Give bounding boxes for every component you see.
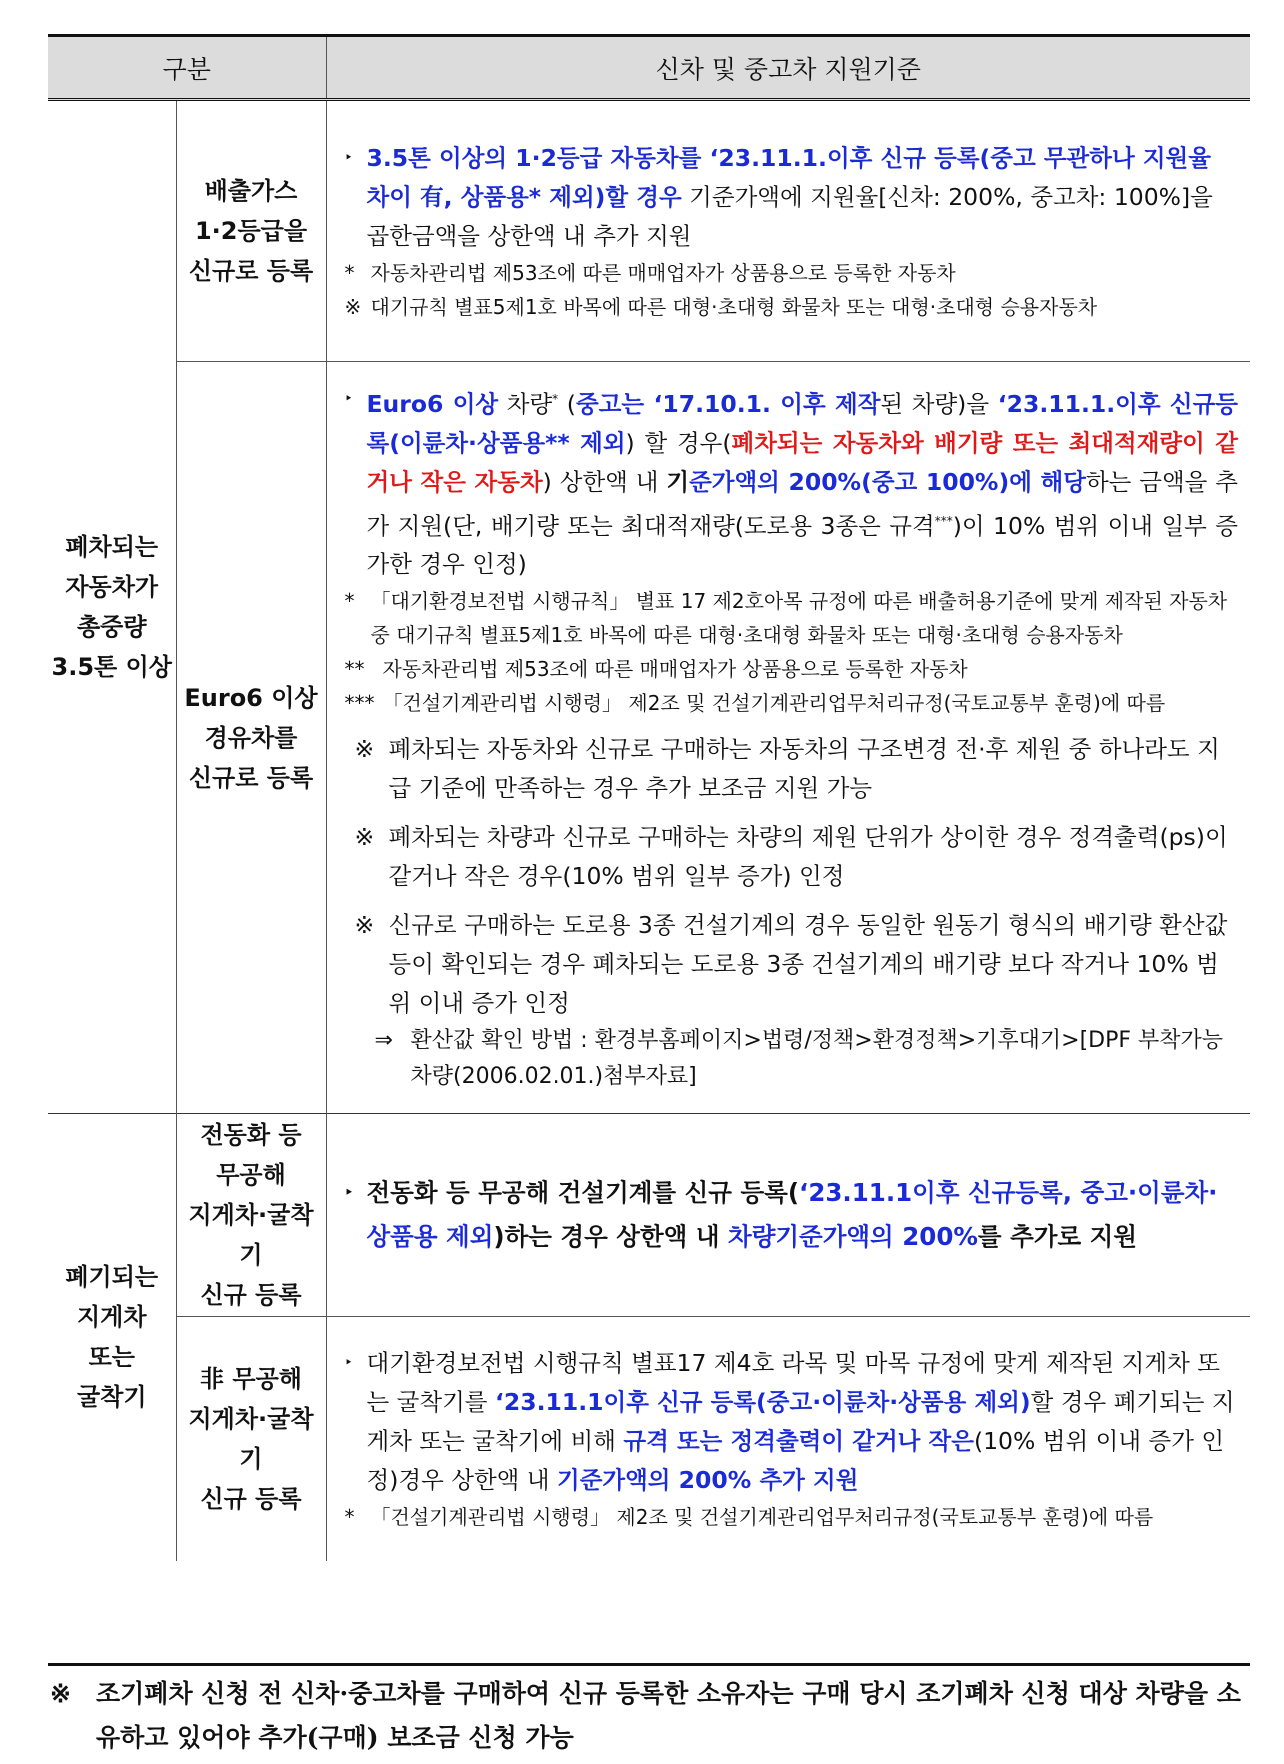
highlight-text: 차량기준가액의 200%	[728, 1222, 978, 1251]
group-scrap-over-3-5t	[48, 100, 176, 1114]
group2-line: 지게차	[76, 1303, 147, 1332]
table-bottom-rule	[48, 1663, 1250, 1666]
highlight-text: 3.5톤 이상의 1·2등급 자동차를 ‘23.11.1.이후 신규 등록(중고 무관하나 지원율 차이 有, 상품용* 제외)할 경우	[366, 143, 1211, 211]
bullet-marker: ‣	[344, 1185, 354, 1201]
group2-line: 폐기되는	[65, 1263, 159, 1292]
criteria-bullet	[345, 380, 1239, 585]
ref-text: 폐차되는 자동차와 신규로 구매하는 자동차의 구조변경 전·후 제원 중 하나라도 지급 기준에 만족하는 경우 추가 보조금 지원 가능	[388, 735, 1220, 803]
bold-text: 기	[666, 467, 690, 496]
footnote	[345, 290, 1239, 324]
body-text: 차량	[498, 389, 553, 418]
sub-line: 1·2등급을	[194, 217, 308, 245]
sub-line: 신규로 등록	[188, 257, 314, 285]
criteria-euro6	[326, 362, 1250, 1114]
note-marker: **	[344, 657, 365, 682]
highlight-text: 기준가액의 200% 추가 지원	[557, 1465, 859, 1494]
sub-line: Euro6 이상	[184, 683, 318, 712]
footnote	[345, 256, 1239, 290]
sub-line: 신규 등록	[200, 1484, 302, 1513]
ref-marker: ※	[354, 735, 375, 764]
note-text: 자동차관리법 제53조에 따른 매매업자가 상품용으로 등록한 자동차	[370, 260, 956, 285]
body-text: 전동화 등 무공해 건설기계를 신규 등록(	[366, 1178, 800, 1207]
ref-text: 폐차되는 차량과 신규로 구매하는 차량의 제원 단위가 상이한 경우 정격출력(ps)이 같거나 작은 경우(10% 범위 일부 증가) 인정	[388, 823, 1228, 891]
sub-euro6-diesel	[176, 362, 326, 1114]
sub-line: 지게차·굴착기	[188, 1201, 314, 1269]
note-marker: ※	[344, 294, 362, 319]
body-text: (10% 범위 이내 증가 인정)경우 상한액 내	[366, 1426, 1225, 1494]
reference-note	[345, 818, 1239, 896]
sub-line: 신규 등록	[200, 1281, 302, 1309]
note-text: 「건설기계관리법 시행령」 제2조 및 건설기계관리업무처리규정(국토교통부 훈령)에 따름	[382, 691, 1166, 716]
criteria-bullet	[345, 139, 1239, 256]
check-method-text: 환산값 확인 방법 : 환경부홈페이지>법령/정책>환경정책>기후대기>[DPF 부착가능차량(2006.02.01.)첨부자료]	[410, 1028, 1224, 1090]
note-text: 자동차관리법 제53조에 따른 매매업자가 상품용으로 등록한 자동차	[382, 657, 968, 682]
body-text: ) 할 경우(	[625, 428, 732, 457]
highlight-text: 준가액의 200%(중고 100%)에 해당	[689, 467, 1086, 496]
body-text: )이 10% 범위 이내 일부 증가한 경우 인정)	[366, 511, 1238, 579]
superscript: ***	[934, 513, 953, 528]
sub-line: 경유차를	[204, 723, 298, 752]
footer-marker: ※	[50, 1679, 71, 1708]
group2-line: 또는	[88, 1343, 135, 1372]
body-text: (	[558, 389, 576, 418]
body-text: 대기환경보전법 시행규칙 별표17 제4호 라목 및 마목 규정에 맞게 제작된 지게차 또는 굴착기를	[366, 1348, 1220, 1416]
body-text: 기준가액에 지원율[신차: 200%, 중고차: 100%]을 곱한금액을 상한액 내 추가 지원	[366, 182, 1213, 250]
footnote	[345, 584, 1239, 652]
note-text: 「건설기계관리법 시행령」 제2조 및 건설기계관리업무처리규정(국토교통부 훈령)에 따름	[370, 1504, 1154, 1529]
highlight-red-text: 폐차되는 자동차와 배기량 또는 최대적재량이 같거나 작은 자동차	[366, 428, 1238, 496]
bullet-marker: ‣	[344, 1354, 353, 1371]
criteria-emission-grade	[326, 100, 1250, 362]
criteria-non-zero-emission	[326, 1317, 1250, 1561]
body-text: ) 상한액 내	[542, 467, 667, 496]
ref-text: 신규로 구매하는 도로용 3종 건설기계의 경우 동일한 원동기 형식의 배기량 환산값 등이 확인되는 경우 폐차되는 도로용 3종 건설기계의 배기량 보다 작거나 10% 범위 이내 증가 인정	[388, 911, 1228, 1018]
note-text: 대기규칙 별표5제1호 바목에 따른 대형·초대형 화물차 또는 대형·초대형 승용자동차	[370, 294, 1098, 319]
check-method-note	[345, 1023, 1239, 1095]
sub-non-zero-emission	[176, 1317, 326, 1561]
ref-marker: ※	[354, 911, 375, 940]
reference-note	[345, 906, 1239, 1023]
bullet-marker: ‣	[344, 149, 353, 166]
highlight-text: ‘23.11.1.이후 신규등록(이륜차·상품용** 제외	[366, 389, 1239, 457]
header-criteria: 신차 및 중고차 지원기준	[326, 36, 1250, 100]
criteria-zero-emission	[326, 1114, 1250, 1317]
criteria-bullet	[345, 1171, 1239, 1259]
sub-zero-emission	[176, 1114, 326, 1317]
reference-note	[345, 730, 1239, 808]
criteria-bullet	[345, 1344, 1239, 1500]
sub-line: 非 무공해	[200, 1364, 302, 1393]
sub-line: 전동화 등	[200, 1121, 302, 1149]
body-text: 된 차량)을	[880, 389, 998, 418]
group2-line: 굴착기	[76, 1383, 147, 1412]
arrow-icon: ⇒	[374, 1028, 393, 1054]
group1-line: 자동차가	[65, 573, 159, 601]
support-criteria-table	[48, 34, 1250, 1561]
header-category: 구분	[48, 36, 326, 100]
highlight-text: Euro6 이상	[366, 389, 499, 418]
footnote	[345, 686, 1239, 720]
note-marker: ***	[344, 691, 375, 716]
superscript: *	[552, 391, 559, 406]
note-marker: *	[344, 589, 355, 614]
body-text: 하는 금액을 추가 지원(단, 배기량 또는 최대적재량(도로용 3종은 규격	[366, 467, 1238, 540]
sub-emission-grade-1-2	[176, 100, 326, 362]
group1-line: 총중량	[76, 613, 147, 641]
group1-line: 폐차되는	[65, 533, 159, 561]
footer-note	[50, 1672, 1250, 1760]
footnote	[345, 652, 1239, 686]
note-marker: *	[344, 1504, 355, 1529]
footnote	[345, 1500, 1239, 1534]
ref-marker: ※	[354, 823, 375, 852]
sub-line: 신규로 등록	[188, 763, 314, 792]
note-marker: *	[344, 260, 355, 285]
group-scrap-forklift-excavator	[48, 1114, 176, 1561]
body-text: 할 경우 폐기되는 지게차 또는 굴착기에 비해	[366, 1387, 1235, 1455]
highlight-text: ‘23.11.1이후 신규등록, 중고·이륜차·상품용 제외	[366, 1178, 1218, 1251]
body-text: 를 추가로 지원	[977, 1222, 1137, 1251]
group1-line: 3.5톤 이상	[51, 653, 172, 681]
highlight-text: 규격 또는 정격출력이 같거나 작은	[623, 1426, 974, 1455]
highlight-text: ‘23.11.1이후 신규 등록(중고·이륜차·상품용 제외)	[494, 1387, 1031, 1416]
highlight-text: 중고는 ‘17.10.1. 이후 제작	[575, 389, 881, 418]
note-text: 「대기환경보전법 시행규칙」 별표 17 제2호아목 규정에 따른 배출허용기준에 맞게 제작된 자동차 중 대기규칙 별표5제1호 바목에 따른 대형·초대형 화물차 또는 대형·초대형 승용자동차	[370, 589, 1228, 648]
bullet-marker: ‣	[344, 390, 353, 407]
footer-text: 조기폐차 신청 전 신차·중고차를 구매하여 신규 등록한 소유자는 구매 당시 조기폐차 신청 대상 차량을 소유하고 있어야 추가(구매) 보조금 신청 가능	[96, 1679, 1241, 1752]
sub-line: 배출가스	[204, 177, 298, 205]
sub-line: 지게차·굴착기	[188, 1404, 314, 1473]
sub-line: 무공해	[216, 1161, 286, 1189]
body-text: )하는 경우 상한액 내	[493, 1222, 729, 1251]
